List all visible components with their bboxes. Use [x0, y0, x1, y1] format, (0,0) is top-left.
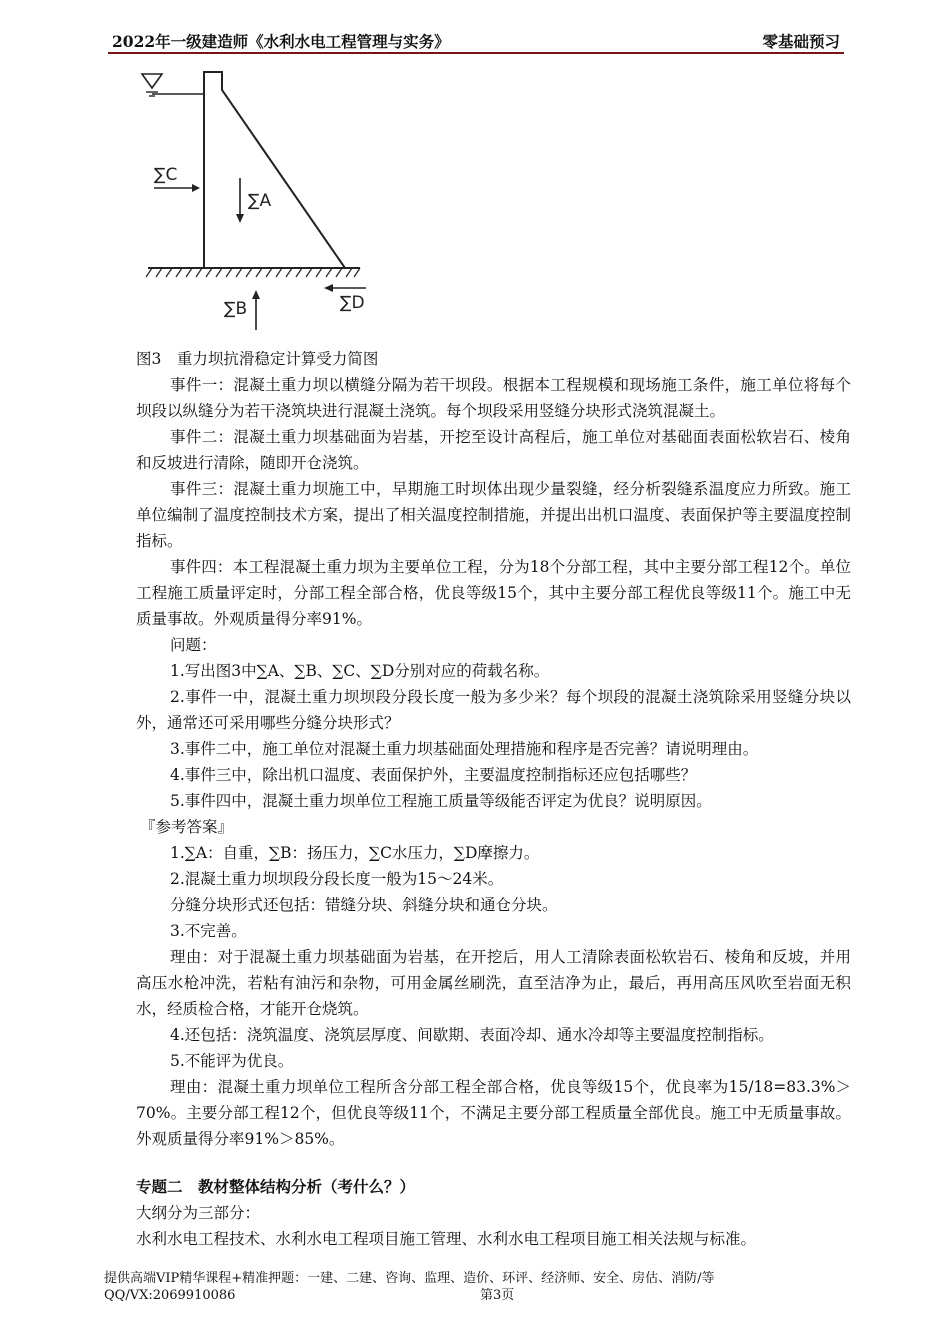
question-5: 5.事件四中，混凝土重力坝单位工程施工质量等级能否评定为优良？说明原因。 — [170, 792, 712, 810]
page-content — [136, 346, 851, 1252]
dam-profile — [204, 72, 345, 268]
page-number: 第3页 — [480, 1288, 515, 1303]
answer-heading: 『参考答案』 — [140, 818, 234, 836]
answer-2: 2.混凝土重力坝坝段分段长度一般为15～24米。 — [170, 870, 504, 888]
answer-2-forms: 分缝分块形式还包括：错缝分块、斜缝分块和通仓分块。 — [170, 896, 558, 914]
force-d-label: ∑D — [340, 293, 365, 313]
answer-1: 1.∑A：自重，∑B：扬压力，∑C水压力，∑D摩擦力。 — [170, 844, 540, 862]
force-a-label: ∑A — [248, 191, 272, 211]
figure-caption: 图3 重力坝抗滑稳定计算受力简图 — [136, 350, 379, 368]
header-tag: 零基础预习 — [762, 32, 840, 51]
force-b-label: ∑B — [224, 299, 248, 319]
footer-contact: QQ/VX:2069910086 — [104, 1288, 236, 1303]
force-c-label: ∑C — [154, 165, 178, 185]
event-4: 事件四：本工程混凝土重力坝为主要单位工程，分为18个分部工程，其中主要分部工程12个。单位工程施工质量评定时，分部工程全部合格，优良等级15个，其中主要分部工程优良等级11个。施工中无质量事故。外观质量得分率91%。 — [136, 558, 851, 628]
dam-force-diagram — [140, 60, 380, 340]
question-2: 2.事件一中，混凝土重力坝坝段分段长度一般为多少米？每个坝段的混凝土浇筑除采用竖缝分块以外，通常还可采用哪些分缝分块形式？ — [136, 688, 851, 732]
question-4: 4.事件三中，除出机口温度、表面保护外，主要温度控制指标还应包括哪些？ — [170, 766, 697, 784]
header-title: 2022年一级建造师《水利水电工程管理与实务》 — [112, 32, 450, 51]
question-heading: 问题： — [170, 636, 217, 654]
answer-5-reason: 理由：混凝土重力坝单位工程所含分部工程全部合格，优良等级15个，优良率为15/18=83.3%＞70%。主要分部工程12个，但优良等级11个，不满足主要分部工程质量全部优良。施工中无质量事故。外观质量得分率91%＞85%。 — [136, 1078, 851, 1148]
page-footer — [104, 1270, 864, 1304]
question-3: 3.事件二中，施工单位对混凝土重力坝基础面处理措施和程序是否完善？请说明理由。 — [170, 740, 759, 758]
answer-3: 3.不完善。 — [170, 922, 247, 940]
question-1: 1.写出图3中∑A、∑B、∑C、∑D分别对应的荷载名称。 — [170, 662, 550, 680]
page-header — [108, 26, 844, 54]
water-level-symbol — [142, 74, 162, 88]
foundation-hatch — [146, 268, 360, 277]
outline-parts: 水利水电工程技术、水利水电工程项目施工管理、水利水电工程项目施工相关法规与标准。 — [136, 1230, 757, 1248]
answer-4: 4.还包括：浇筑温度、浇筑层厚度、间歇期、表面冷却、通水冷却等主要温度控制指标。 — [170, 1026, 774, 1044]
outline-intro: 大纲分为三部分： — [136, 1204, 261, 1222]
topic-title: 专题二 教材整体结构分析（考什么？） — [136, 1177, 416, 1196]
event-2: 事件二：混凝土重力坝基础面为岩基，开挖至设计高程后，施工单位对基础面表面松软岩石、棱角和反坡进行清除，随即开仓浇筑。 — [136, 428, 851, 472]
event-3: 事件三：混凝土重力坝施工中，早期施工时坝体出现少量裂缝，经分析裂缝系温度应力所致。施工单位编制了温度控制技术方案，提出了相关温度控制措施，并提出出机口温度、表面保护等主要温度控制指标。 — [136, 480, 851, 550]
answer-3-reason: 理由：对于混凝土重力坝基础面为岩基，在开挖后，用人工清除表面松软岩石、棱角和反坡，并用高压水枪冲洗，若粘有油污和杂物，可用金属丝刷洗，直至洁净为止，最后，再用高压风吹至岩面无积水，经质检合格，才能开仓烧筑。 — [136, 948, 851, 1018]
footer-promo: 提供高端VIP精华课程+精准押题：一建、二建、咨询、监理、造价、环评、经济师、安全、房估、消防/等 — [104, 1271, 715, 1286]
answer-5: 5.不能评为优良。 — [170, 1052, 294, 1070]
event-1: 事件一：混凝土重力坝以横缝分隔为若干坝段。根据本工程规模和现场施工条件，施工单位将每个坝段以纵缝分为若干浇筑块进行混凝土浇筑。每个坝段采用竖缝分块形式浇筑混凝土。 — [136, 376, 851, 420]
